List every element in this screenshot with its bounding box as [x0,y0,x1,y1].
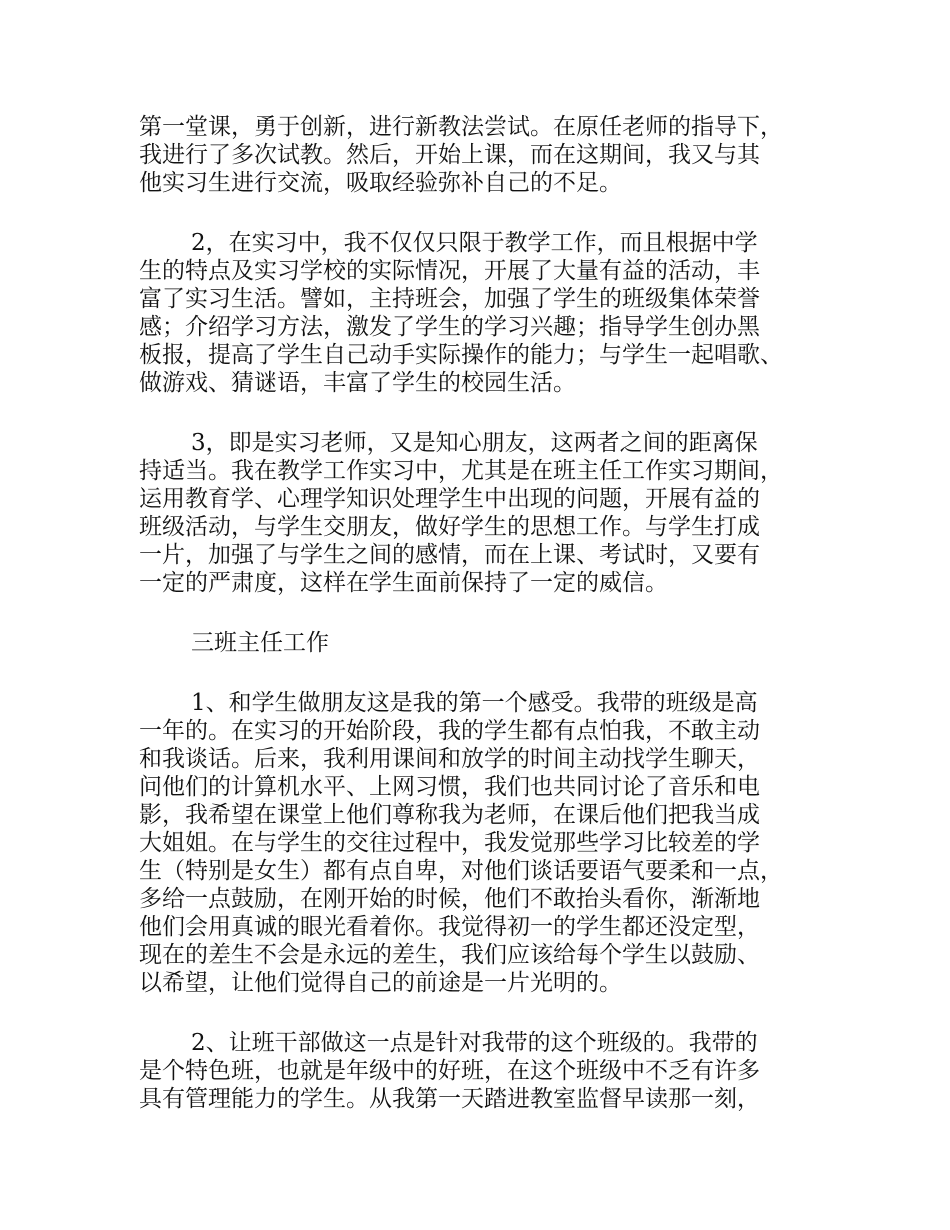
text-line: 生（特别是女生）都有点自卑，对他们谈话要语气要柔和一点， [139,858,783,884]
text-line: 3，即是实习老师，又是知心朋友，这两者之间的距离保 [191,430,758,456]
text-line: 我进行了多次试教。然后，开始上课，而在这期间，我又与其 [139,142,760,168]
text-line: 一年的。在实习的开始阶段，我的学生都有点怕我，不敢主动 [139,718,760,744]
text-line: 大姐姐。在与学生的交往过程中，我发觉那些学习比较差的学 [139,830,760,856]
text-line: 多给一点鼓励，在刚开始的时候，他们不敢抬头看你，渐渐地 [139,886,760,912]
text-line: 班级活动，与学生交朋友，做好学生的思想工作。与学生打成 [139,514,760,540]
text-line: 板报，提高了学生自己动手实际操作的能力；与学生一起唱歌、 [139,342,783,368]
text-line: 2、让班干部做这一点是针对我带的这个班级的。我带的 [191,1030,758,1056]
text-line: 他们会用真诚的眼光看着你。我觉得初一的学生都还没定型， [139,914,760,940]
text-line: 具有管理能力的学生。从我第一天踏进教室监督早读那一刻， [139,1086,760,1112]
text-line: 一片，加强了与学生之间的感情，而在上课、考试时，又要有 [139,542,760,568]
text-line: 和我谈话。后来，我利用课间和放学的时间主动找学生聊天， [139,746,760,772]
paragraph [139,229,839,397]
text-line: 第一堂课，勇于创新，进行新教法尝试。在原任老师的指导下， [139,114,783,140]
text-line: 问他们的计算机水平、上网习惯，我们也共同讨论了音乐和电 [139,774,760,800]
text-line: 是个特色班，也就是年级中的好班，在这个班级中不乏有许多 [139,1058,760,1084]
text-line: 一定的严肃度，这样在学生面前保持了一定的威信。 [139,570,668,596]
text-line: 生的特点及实习学校的实际情况，开展了大量有益的活动，丰 [139,258,760,284]
text-line: 现在的差生不会是永远的差生，我们应该给每个学生以鼓励、 [139,942,760,968]
paragraph [139,113,839,197]
text-line: 他实习生进行交流，吸取经验弥补自己的不足。 [139,170,622,196]
text-line: 1、和学生做朋友这是我的第一个感受。我带的班级是高 [191,690,758,716]
text-line: 三班主任工作 [191,630,329,656]
text-line: 富了实习生活。譬如，主持班会，加强了学生的班级集体荣誉 [139,286,760,312]
paragraph [139,429,839,597]
document-body [139,113,839,1145]
text-line: 感；介绍学习方法，激发了学生的学习兴趣；指导学生创办黑 [139,314,760,340]
text-line: 2，在实习中，我不仅仅只限于教学工作，而且根据中学 [191,230,758,256]
paragraph [139,629,839,657]
paragraph [139,1029,839,1113]
text-line: 以希望，让他们觉得自己的前途是一片光明的。 [139,970,622,996]
text-line: 运用教育学、心理学知识处理学生中出现的问题，开展有益的 [139,486,760,512]
text-line: 影，我希望在课堂上他们尊称我为老师，在课后他们把我当成 [139,802,760,828]
paragraph [139,689,839,997]
text-line: 做游戏、猜谜语，丰富了学生的校园生活。 [139,370,576,396]
text-line: 持适当。我在教学工作实习中，尤其是在班主任工作实习期间， [139,458,783,484]
